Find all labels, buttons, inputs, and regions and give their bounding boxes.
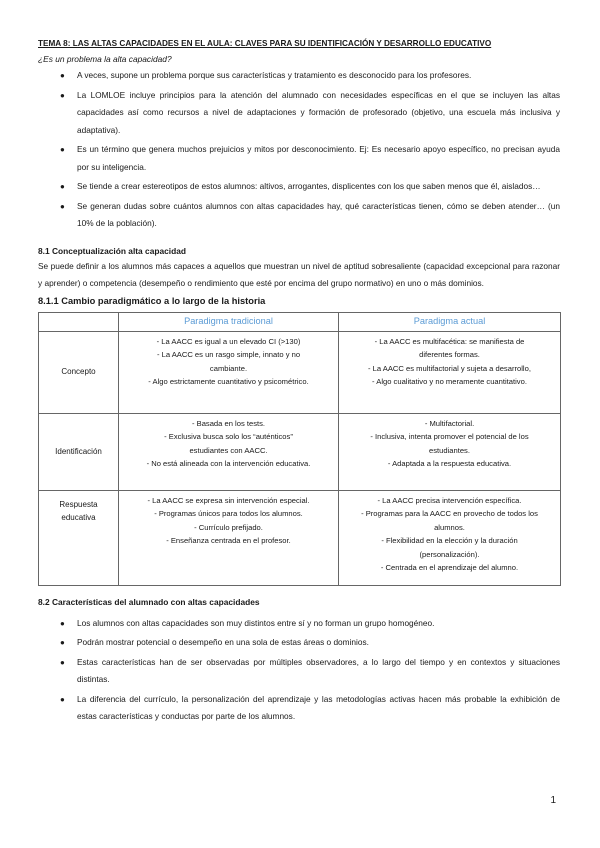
bullet-icon: ● (60, 638, 65, 647)
intro-question: ¿Es un problema la alta capacidad? (38, 54, 172, 64)
page-number: 1 (550, 795, 556, 806)
list-item: ● La LOMLOE incluye principios para la atención del alumnado con necesidades específicas en el que se incluyen las altas capacidades así como recursos a nivel de adaptaciones y formación de profesorado (objetivo, una escuela más inclusiva y adaptativa). (38, 87, 560, 140)
traditional-cell: - La AACC se expresa sin intervención especial. - Programas únicos para todos los alumnos. - Currículo prefijado. - Enseñanza centrada en el profesor. (119, 490, 339, 585)
table-header-row (39, 312, 561, 331)
row-label: Identificación (39, 413, 119, 490)
list-item: ● Es un término que genera muchos prejuicios y mitos por desconocimiento. Ej: Es necesario apoyo específico, no precisan ayuda por su inteligencia. (38, 141, 560, 176)
list-item: ● Podrán mostrar potencial o desempeño en una sola de estas áreas o dominios. (38, 634, 560, 652)
table-header-traditional: Paradigma tradicional (119, 312, 339, 331)
section-paragraph: Se puede definir a los alumnos más capaces a aquellos que muestran un nivel de aptitud sobresaliente (capacidad excepcional para razonar y aprender) o competencia (desempeño o rendimiento que esté por encima del grupo normativo) en uno o más dominios. (38, 260, 560, 288)
traditional-cell: - Basada en los tests. - Exclusiva busca solo los “auténticos” estudiantes con AACC. - No está alineada con la intervención educativa. (119, 413, 339, 490)
traditional-cell: - La AACC es igual a un elevado CI (>130) - La AACC es un rasgo simple, innato y no cambiante. - Algo estrictamente cuantitativo y psicométrico. (119, 331, 339, 413)
bullet-icon: ● (60, 90, 65, 100)
current-cell: - Multifactorial. - Inclusiva, intenta promover el potencial de los estudiantes. - Adaptada a la respuesta educativa. (339, 413, 561, 490)
table-row (39, 413, 561, 490)
bullet-icon: ● (60, 201, 65, 211)
row-label: Concepto (39, 331, 119, 413)
bullet-icon: ● (60, 657, 65, 667)
document-page (38, 38, 560, 728)
characteristics-bullet-list (38, 615, 560, 726)
bullet-icon: ● (60, 618, 65, 628)
bullet-icon: ● (60, 71, 65, 80)
bullet-icon: ● (60, 694, 65, 704)
paradigm-comparison-table (38, 312, 561, 586)
document-title: TEMA 8: LAS ALTAS CAPACIDADES EN EL AULA: CLAVES PARA SU IDENTIFICACIÓN Y DESARROLLO EDUCATIVO (38, 39, 492, 48)
row-label: Respuesta educativa (39, 490, 119, 585)
current-cell: - La AACC es multifacética: se manifiesta de diferentes formas. - La AACC es multifactorial y sujeta a desarrollo, - Algo cualitativo y no meramente cuantitativo. (339, 331, 561, 413)
section-heading-8-2: 8.2 Características del alumnado con altas capacidades (38, 596, 260, 607)
intro-bullet-list (38, 67, 560, 233)
list-item: ● Los alumnos con altas capacidades son muy distintos entre sí y no forman un grupo homogéneo. (38, 615, 560, 633)
bullet-icon: ● (60, 182, 65, 191)
list-item: ● Estas características han de ser observadas por múltiples observadores, a lo largo del tiempo y en contextos y situaciones distintas. (38, 654, 560, 689)
table-row (39, 490, 561, 585)
section-heading-8-1: 8.1 Conceptualización alta capacidad (38, 245, 187, 256)
table-header-current: Paradigma actual (339, 312, 561, 331)
list-item: ● Se tiende a crear estereotipos de estos alumnos: altivos, arrogantes, displicentes con los que saben menos que él, aislados… (38, 178, 560, 196)
current-cell: - La AACC precisa intervención específica. - Programas para la AACC en provecho de todos los alumnos. - Flexibilidad en la elección y la duración (personalización). - Centrada en el aprendizaje del alumno. (339, 490, 561, 585)
table-header-empty (39, 312, 119, 331)
subsection-heading-8-1-1: 8.1.1 Cambio paradigmático a lo largo de la historia (38, 295, 266, 306)
table-row (39, 331, 561, 413)
list-item: ● La diferencia del currículo, la personalización del aprendizaje y las metodologías activas hacen más probable la exhibición de estas características y conductas por parte de los alumnos. (38, 691, 560, 726)
bullet-icon: ● (60, 145, 65, 154)
list-item: ● A veces, supone un problema porque sus características y tratamiento es desconocido para los profesores. (38, 67, 560, 85)
list-item: ● Se generan dudas sobre cuántos alumnos con altas capacidades hay, qué características tienen, cómo se deben atender… (un 10% de la población). (38, 198, 560, 233)
